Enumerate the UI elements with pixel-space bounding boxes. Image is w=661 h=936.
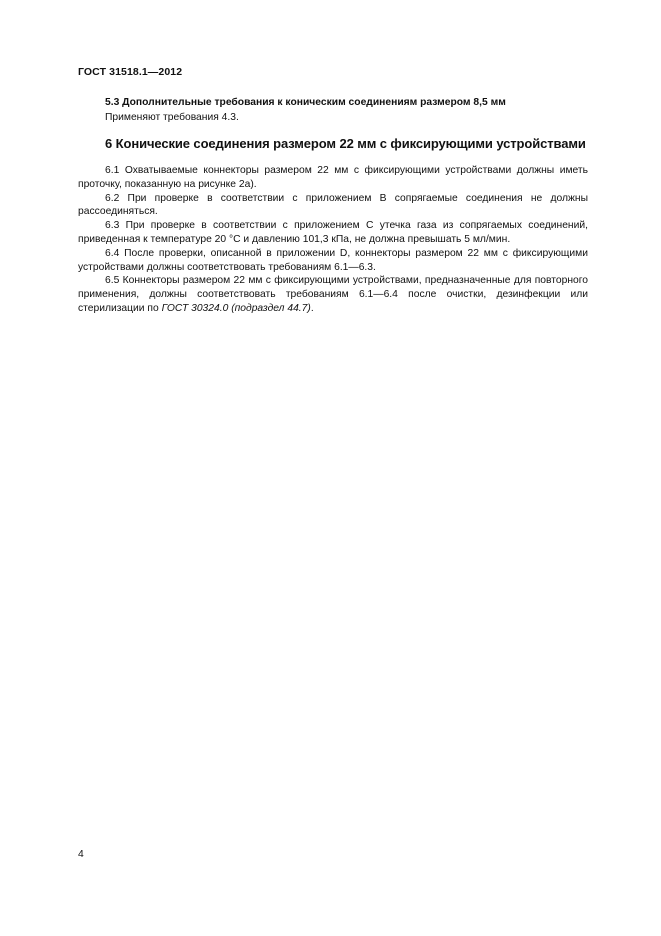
section-title: 6 Конические соединения размером 22 мм с фиксирующими устройствами (105, 136, 586, 151)
paragraph-6-1: 6.1 Охватываемые коннекторы размером 22 мм с фиксирующими устройствами должны иметь проточку, показанную на рисунке 2а). (78, 165, 588, 190)
paragraph-6-2: 6.2 При проверке в соответствии с приложением В сопрягаемые соединения не должны рассоединяться. (78, 192, 588, 218)
subsection-text: Применяют требования 4.3. (105, 112, 239, 123)
paragraph-6-5-text: 6.5 Коннекторы размером 22 мм с фиксирующими устройствами, предназначенные для повторного применения, должны соответствовать требованиям 6.1—6.4 после очистки, дезинфекции или стерилизации по (78, 275, 588, 314)
paragraph-6-4: 6.4 После проверки, описанной в приложении D, коннекторы размером 22 мм с фиксирующими устройствами должны соответствовать требованиям 6.1—6.3. (78, 247, 588, 273)
paragraph-6-3: 6.3 При проверке в соответствии с приложением С утечка газа из сопрягаемых соединений, приведенная к температуре 20 °С и давлению 101,3 кПа, не должна превышать 5 мл/мин. (78, 220, 588, 245)
subsection-title: 5.3 Дополнительные требования к коническим соединениям размером 8,5 мм (105, 97, 506, 108)
page-number: 4 (78, 849, 84, 860)
document-header: ГОСТ 31518.1—2012 (78, 66, 183, 78)
paragraph-6-5 (78, 274, 588, 315)
paragraph-6-5-end: . (310, 302, 314, 314)
standard-reference: ГОСТ 30324.0 (подраздел 44.7) (161, 302, 311, 314)
section-body (78, 164, 588, 316)
